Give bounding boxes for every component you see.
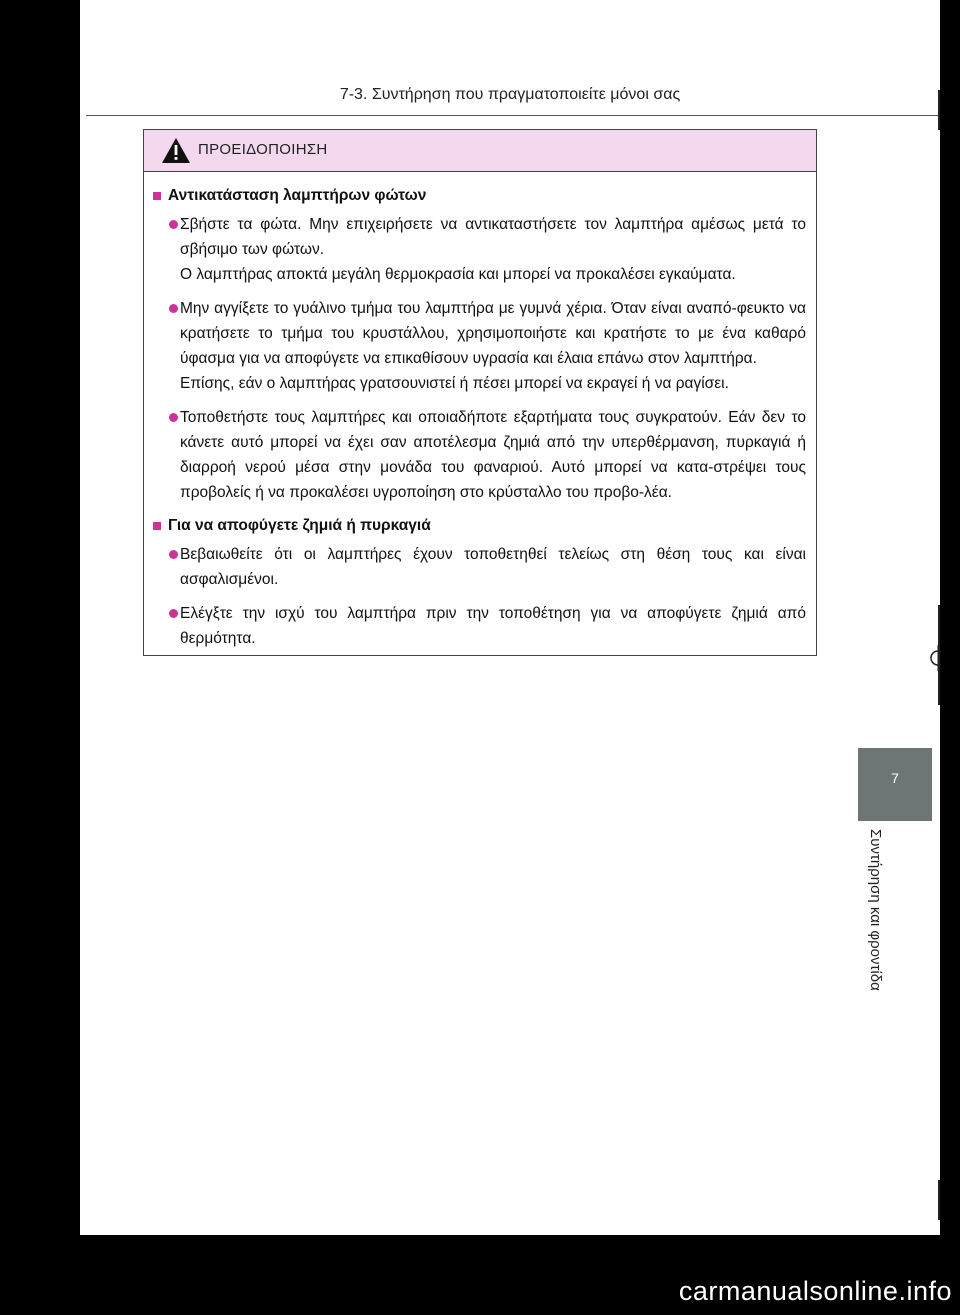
footer-watermark: carmanualsonline.info xyxy=(678,1276,952,1306)
page-edge-marker xyxy=(938,1180,940,1220)
round-bullet-icon xyxy=(169,220,178,229)
square-bullet-icon xyxy=(153,192,161,200)
list-item: Βεβαιωθείτε ότι οι λαμπτήρες έχουν τοποθετηθεί τελείως στη θέση τους και είναι ασφαλισμένοι. xyxy=(152,542,806,592)
warning-header xyxy=(144,130,816,172)
round-bullet-icon xyxy=(169,304,178,313)
square-bullet-icon xyxy=(153,522,161,530)
warning-body xyxy=(144,172,816,651)
warning-label: ΠΡΟΕΙΔΟΠΟΙΗΣΗ xyxy=(198,141,328,158)
warning-box xyxy=(143,129,817,656)
page-header-title: 7-3. Συντήρηση που πραγματοποιείτε μόνοι σας xyxy=(339,86,681,103)
section-title-bulb-replacement: Αντικατάσταση λαμπτήρων φώτων xyxy=(152,184,806,208)
registration-mark-icon xyxy=(925,645,941,671)
chapter-number: 7 xyxy=(891,770,899,786)
list-item: Τοποθετήστε τους λαμπτήρες και οποιαδήποτε εξαρτήματα τους συγκρατούν. Εάν δεν το κάνετε αυτό μπορεί να έχει σαν αποτέλεσμα ζημιά από την υπερθέρμανση, πυρκαγιά ή διαρροή νερού μέσα στην μονάδα του φαναριού. Αυτό μπορεί να κατα-στρέψει τους προβολείς ή να προκαλέσει υγροποίηση στο κρύσταλλο του προβο-λέα. xyxy=(152,405,806,505)
list-item: Μην αγγίξετε το γυάλινο τμήμα του λαμπτήρα με γυμνά χέρια. Όταν είναι αναπό-φευκτο να κρατήσετε το τμήμα του κρυστάλλου, χρησιμοποιήστε και κρατήστε το με ένα καθαρό ύφασμα για να αποφύγετε να επικαθίσουν υγρασία και έλαια επάνω στον λαμπτήρα. Επίσης, εάν ο λαμπτήρας γρατσουνιστεί ή πέσει μπορεί να εκραγεί ή να ραγίσει. xyxy=(152,296,806,396)
round-bullet-icon xyxy=(169,550,178,559)
header-divider xyxy=(86,115,940,116)
chapter-tab xyxy=(858,748,932,821)
warning-triangle-icon xyxy=(161,137,191,164)
chapter-label: Συντήρηση και φροντίδα xyxy=(867,829,884,991)
round-bullet-icon xyxy=(169,413,178,422)
round-bullet-icon xyxy=(169,609,178,618)
page-edge-marker xyxy=(938,90,940,130)
list-item: Σβήστε τα φώτα. Μην επιχειρήσετε να αντικαταστήσετε τον λαμπτήρα αμέσως μετά το σβήσιμο των φώτων. Ο λαμπτήρας αποκτά μεγάλη θερμοκρασία και μπορεί να προκαλέσει εγκαύματα. xyxy=(152,212,806,287)
manual-page xyxy=(80,0,940,1235)
section-title-avoid-damage: Για να αποφύγετε ζημιά ή πυρκαγιά xyxy=(152,514,806,538)
list-item: Ελέγξτε την ισχύ του λαμπτήρα πριν την τοποθέτηση για να αποφύγετε ζημιά από θερμότητα. xyxy=(152,601,806,651)
